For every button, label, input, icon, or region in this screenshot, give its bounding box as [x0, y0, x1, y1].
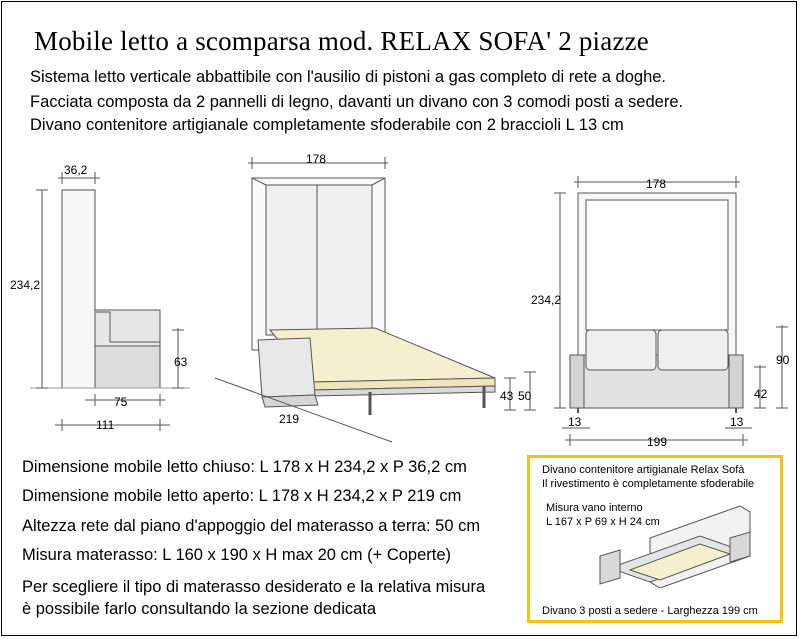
spec-mattress: Misura materasso: L 160 x 190 x H max 20 cm (+ Coperte) [22, 546, 452, 564]
sofa-width-label: 199 [647, 435, 668, 449]
page-title: Mobile letto a scomparsa mod. RELAX SOFA' 2 piazze [34, 26, 649, 56]
sofa-storage-box [527, 455, 783, 623]
open-depth-label: 219 [279, 412, 300, 426]
open-view-drawing [215, 157, 536, 442]
box-line-2: Il rivestimento è completamente sfoderabile [542, 478, 755, 490]
total-depth-label: 111 [96, 418, 115, 432]
spec-open: Dimensione mobile letto aperto: L 178 x H 234,2 x P 219 cm [22, 487, 462, 505]
open-width-label: 178 [306, 152, 327, 166]
spec-note-2: è possibile farlo consultando la sezione dedicata [22, 600, 377, 618]
front-sofa-height-label: 90 [776, 353, 790, 367]
armrest-left-label: 13 [568, 415, 582, 429]
front-height-label: 234,2 [531, 293, 562, 307]
sofa-storage-illustration [590, 498, 770, 588]
sofa-height-label: 63 [174, 355, 188, 369]
side-view-drawing [30, 172, 190, 431]
front-width-label: 178 [646, 177, 667, 191]
box-measure-value: L 167 x P 69 x H 24 cm [546, 516, 660, 528]
rete-height-label: 50 [518, 389, 532, 403]
spec-rete-height: Altezza rete dal piano d'appoggio del materasso a terra: 50 cm [22, 517, 481, 535]
spec-note-1: Per scegliere il tipo di materasso desiderato e la relativa misura [22, 578, 486, 596]
front-seat-height-label: 42 [754, 387, 768, 401]
armrest-right-label: 13 [730, 415, 744, 429]
spec-closed: Dimensione mobile letto chiuso: L 178 x H 234,2 x P 36,2 cm [22, 458, 467, 476]
box-measure-label: Misura vano interno [546, 502, 643, 514]
side-depth-label: 36,2 [64, 163, 88, 177]
front-view-drawing [554, 176, 788, 446]
description-line-3: Divano contenitore artigianale completamente sfoderabile con 2 braccioli L 13 cm [30, 116, 624, 134]
side-height-label: 234,2 [10, 278, 41, 292]
box-footer: Divano 3 posti a sedere - Larghezza 199 cm [542, 605, 758, 617]
description-line-1: Sistema letto verticale abbattibile con l'ausilio di pistoni a gas completo di rete a doghe. [30, 68, 667, 86]
box-line-1: Divano contenitore artigianale Relax Sofà [542, 464, 745, 476]
description-line-2: Facciata composta da 2 pannelli di legno, davanti un divano con 3 comodi posti a sedere. [30, 93, 684, 111]
sofa-seat-label: 43 [500, 389, 514, 403]
sofa-depth-label: 75 [114, 395, 128, 409]
